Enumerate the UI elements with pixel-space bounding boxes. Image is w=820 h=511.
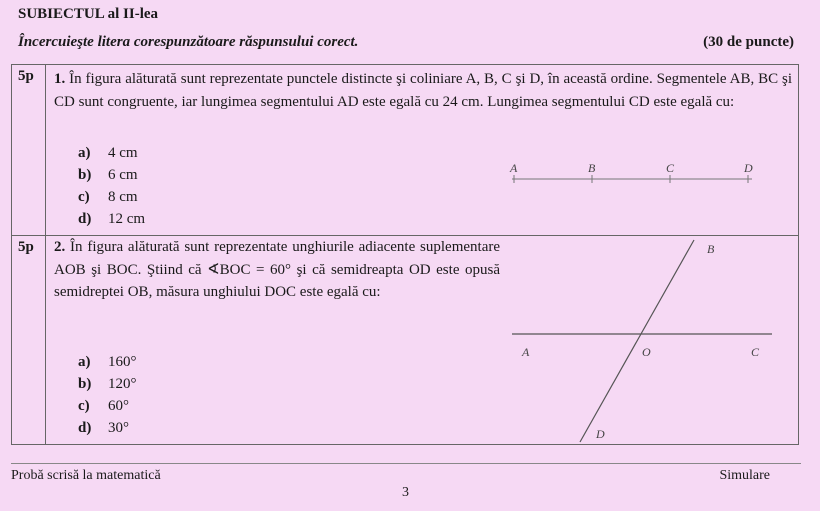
label-a: A (510, 161, 518, 175)
option-value: 30° (108, 420, 129, 436)
q2-option-a[interactable] (78, 351, 137, 373)
column-divider (45, 65, 46, 444)
label-d: D (744, 161, 753, 175)
q1-option-d[interactable] (78, 208, 145, 230)
q1-option-a[interactable] (78, 142, 145, 164)
option-letter: a) (78, 354, 91, 370)
q1-text: În figura alăturată sunt reprezentate punctele distincte şi coliniare A, B, C şi D, în această ordine. Segmentele AB, BC şi CD sunt congruente, iar lungimea segmentului AD este egală cu 24 cm. Lungimea segmentului CD este egală cu: (54, 71, 792, 110)
option-letter: b) (78, 167, 92, 183)
option-value: 120° (108, 376, 137, 392)
q1-option-c[interactable] (78, 186, 145, 208)
page-number: 3 (402, 485, 409, 500)
label-d: D (596, 427, 605, 441)
q1-points: 5p (18, 68, 34, 84)
instruction-text: Încercuieşte litera corespunzătoare răspunsului corect. (18, 34, 359, 50)
label-c: C (751, 345, 760, 359)
q1-statement (54, 68, 792, 113)
section-title: SUBIECTUL al II-lea (18, 6, 159, 22)
questions-table (11, 64, 799, 445)
q2-option-b[interactable] (78, 373, 137, 395)
option-value: 12 cm (108, 211, 146, 227)
q1-number: 1. (54, 71, 66, 87)
option-value: 4 cm (108, 145, 138, 161)
option-value: 60° (108, 398, 129, 414)
option-letter: a) (78, 145, 91, 161)
q2-text: În figura alăturată sunt reprezentate unghiurile adiacente suplementare AOB şi BOC. Ştiind că ∢BOC = 60° şi că semidreapta OD este opusă semidreptei OB, măsura unghiului DOC este egală cu: (54, 239, 501, 300)
q2-option-d[interactable] (78, 417, 137, 439)
line-bd (580, 240, 694, 442)
q2-points: 5p (18, 239, 34, 255)
footer-divider (11, 463, 801, 464)
q2-number: 2. (54, 239, 66, 255)
q2-statement (54, 236, 500, 304)
label-b: B (588, 161, 596, 175)
option-letter: c) (78, 189, 90, 205)
q2-options (78, 351, 137, 439)
q2-figure (504, 236, 784, 444)
total-points: (30 de puncte) (703, 34, 794, 50)
label-a: A (522, 345, 530, 359)
option-value: 160° (108, 354, 137, 370)
q1-option-b[interactable] (78, 164, 145, 186)
option-letter: c) (78, 398, 90, 414)
label-b: B (707, 242, 715, 256)
q1-figure (502, 155, 772, 195)
label-c: C (666, 161, 675, 175)
footer-session: Simulare (719, 468, 770, 483)
option-letter: d) (78, 420, 92, 436)
option-value: 8 cm (108, 189, 138, 205)
option-value: 6 cm (108, 167, 138, 183)
option-letter: d) (78, 211, 92, 227)
q1-options (78, 142, 145, 230)
label-o: O (642, 345, 651, 359)
footer-exam-name: Probă scrisă la matematică (11, 468, 161, 483)
option-letter: b) (78, 376, 92, 392)
q2-option-c[interactable] (78, 395, 137, 417)
